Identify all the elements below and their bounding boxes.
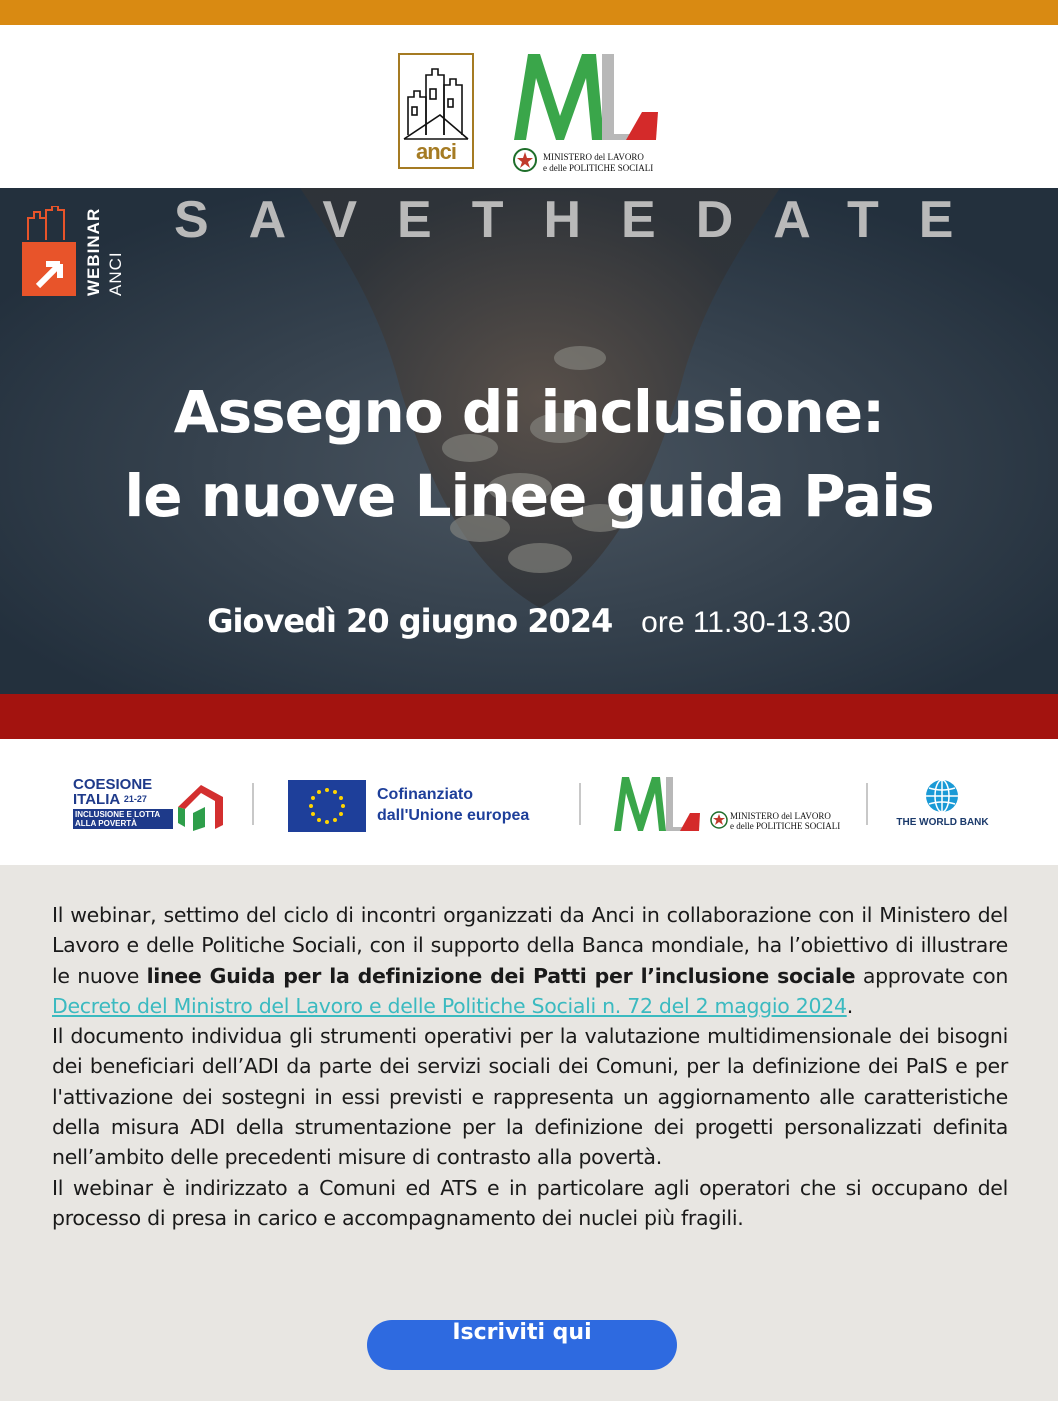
ministry-small-line1: MINISTERO del LAVORO	[730, 811, 831, 821]
webinar-anci-icon	[22, 206, 78, 296]
coesione-years: 21-27	[123, 794, 147, 804]
coesione-sub-line2: ALLA POVERTÀ	[75, 819, 137, 828]
coesione-arrows-icon	[173, 777, 228, 832]
description-p1-mid: approvate con	[855, 963, 1009, 988]
event-time: ore 11.30-13.30	[641, 606, 851, 639]
description-p1-end: .	[846, 993, 853, 1018]
anci-logo-text: anci	[415, 139, 457, 164]
save-the-date: SAVETHEDATE	[174, 191, 994, 249]
ministry-name	[543, 152, 653, 174]
ministry-name-line2: e delle POLITICHE SOCIALI	[543, 163, 654, 173]
italy-emblem-icon	[710, 811, 728, 829]
decree-link[interactable]: Decreto del Ministro del Lavoro e delle Politiche Sociali n. 72 del 2 maggio 2024	[52, 993, 847, 1018]
description-p1-start: Il webinar, settimo del ciclo di incontri organizzati da Anci in collaborazione con il Ministero del Lavoro e delle Politiche Sociali, con il supporto della Banca mondiale, ha l’obiettivo di illustrare le nuove	[52, 903, 1008, 988]
hero-title-line1: Assegno di inclusione:	[173, 378, 885, 446]
coesione-title-line1: COESIONE	[73, 776, 153, 793]
event-date-time	[0, 602, 1058, 640]
event-date: Giovedì 20 giugno 2024	[207, 602, 613, 640]
coesione-subtitle	[73, 809, 173, 829]
red-divider-bar	[0, 694, 1058, 739]
register-button[interactable]: Iscriviti qui	[367, 1320, 677, 1370]
description-text	[52, 900, 1008, 1233]
ministry-small-line2: e delle POLITICHE SOCIALI	[730, 821, 841, 831]
partner-logos	[0, 739, 1058, 865]
description-p3: Il webinar è indirizzato a Comuni ed ATS e in particolare agli operatori che si occupano del processo di presa in carico e accompagnamento dei nuclei più fragili.	[52, 1175, 1008, 1230]
eu-flag-icon	[288, 780, 366, 832]
coesione-title-line2	[73, 792, 152, 807]
coesione-title	[73, 777, 152, 807]
world-bank-text: THE WORLD BANK	[896, 817, 989, 828]
description-p2: Il documento individua gli strumenti operativi per la valutazione multidimensionale dei bisogni dei beneficiari dell’ADI da parte dei servizi sociali dei Comuni, per la definizione dei PaIS e per l'attivazione dei sostegni in essi previsti e rappresenta un aggiornamento alle caratteristiche della misura ADI della strumentazione per la definizione dei progetti personalizzati definita nell’ambito delle precedenti misure di contrasto alla povertà.	[52, 1024, 1008, 1170]
top-accent-bar	[0, 0, 1058, 25]
description-p1-bold: linee Guida per la definizione dei Patti per l’inclusione sociale	[146, 963, 856, 988]
anci-side-label: ANCI	[106, 251, 125, 296]
ministry-name-small	[730, 811, 840, 831]
eu-line2: dall'Unione europea	[377, 807, 530, 824]
ministry-name-line1: MINISTERO del LAVORO	[543, 152, 644, 162]
eu-line1: Cofinanziato	[377, 786, 473, 803]
logo-separator	[866, 783, 868, 825]
eu-cofinanced-text	[377, 784, 529, 826]
anci-logo	[398, 53, 474, 169]
ministry-ml-logo-small	[612, 775, 704, 835]
webinar-label: WEBINAR	[84, 207, 103, 296]
logo-separator	[252, 783, 254, 825]
globe-icon	[925, 779, 959, 813]
coesione-italia-word: ITALIA	[73, 791, 120, 808]
coesione-italia-logo	[73, 777, 228, 837]
hero-title-line2: le nuove Linee guida Pais	[124, 462, 934, 530]
hero-title	[0, 370, 1058, 538]
world-bank-logo	[895, 779, 990, 835]
logo-separator	[579, 783, 581, 825]
coesione-sub-line1: INCLUSIONE E LOTTA	[75, 810, 161, 819]
